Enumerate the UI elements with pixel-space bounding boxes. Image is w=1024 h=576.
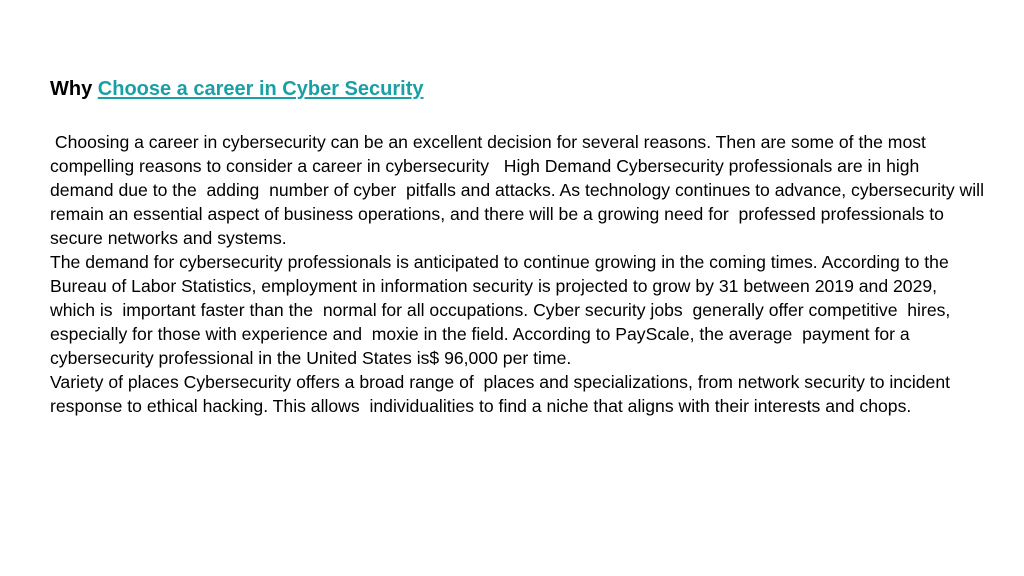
title-prefix: Why [50, 78, 98, 100]
paragraph-demand: The demand for cybersecurity professionals is anticipated to continue growing in the coming times. According to the Bureau of Labor Statistics, employment in information security is projected to grow by 31 between 2019 and 2029, which is important faster than the normal for all occupations. Cyber security jobs generally offer competitive hires, especially for those with experience and moxie in the field. According to PayScale, the average payment for a cybersecurity professional in the United States is$ 96,000 per time. [50, 252, 956, 368]
paragraph-intro: Choosing a career in cybersecurity can be an excellent decision for several reasons. Then are some of the most compelling reasons to consider a career in cybersecurity High Demand Cybersecurity professionals are in high demand due to the adding number of cyber pitfalls and attacks. As technology continues to advance, cybersecurity will remain an essential aspect of business operations, and there will be a growing need for professed professionals to secure networks and systems. [50, 132, 989, 248]
slide-title [50, 75, 423, 103]
career-link[interactable]: Choose a career in Cyber Security [97, 78, 424, 100]
paragraph-variety: Variety of places Cybersecurity offers a broad range of places and specializations, from network security to incident response to ethical hacking. This allows individualities to find a niche that aligns with their interests and chops. [50, 372, 955, 416]
body-text [50, 130, 989, 418]
